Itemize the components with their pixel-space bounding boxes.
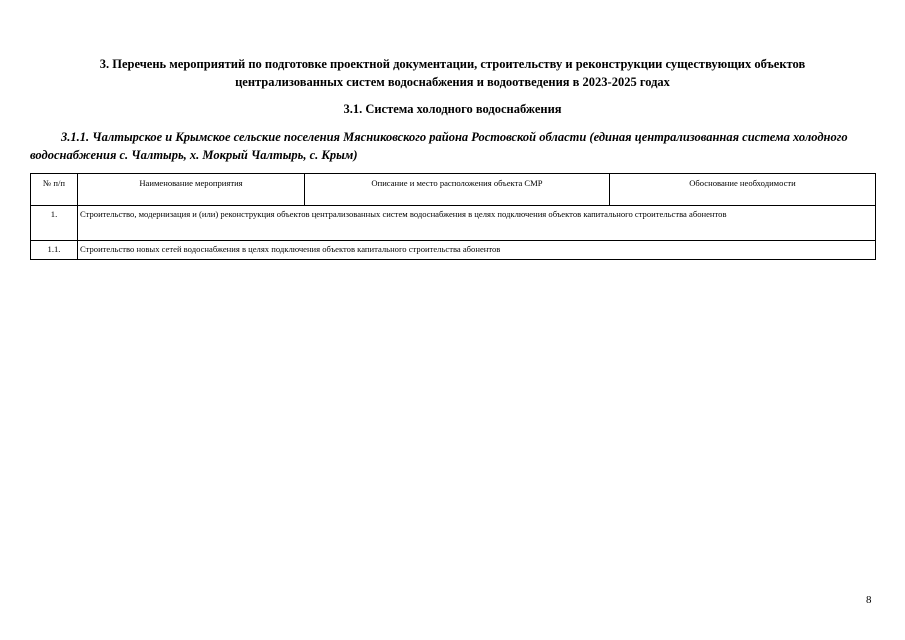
document-title-line2: централизованных систем водоснабжения и водоотведения в 2023-2025 годах (235, 75, 670, 89)
section-subheading: 3.1. Система холодного водоснабжения (343, 102, 562, 116)
row-text: Строительство, модернизация и (или) реконструкция объектов централизованных систем водоснабжения в целях подключения объектов капитального строительства абонентов (78, 206, 876, 241)
measures-table (30, 173, 876, 260)
header-measure-name: Наименование мероприятия (78, 174, 305, 206)
table-row (31, 241, 876, 260)
row-text: Строительство новых сетей водоснабжения в целях подключения объектов капитального строительства абонентов (78, 241, 876, 260)
table-row (31, 206, 876, 241)
row-number: 1.1. (31, 241, 78, 260)
table-header-row (31, 174, 876, 206)
document-title-line1: 3. Перечень мероприятий по подготовке проектной документации, строительству и реконструкции существующих объектов (99, 57, 806, 71)
header-description: Описание и место расположения объекта СМР (305, 174, 610, 206)
subsection-title: 3.1.1. Чалтырское и Крымское сельские поселения Мясниковского района Ростовской области (единая централизованная система холодного водоснабжения с. Чалтырь, х. Мокрый Чалтырь, с. Крым) (30, 130, 848, 162)
page-number: 8 (866, 594, 872, 606)
row-number: 1. (31, 206, 78, 241)
document-title (60, 55, 845, 91)
header-justification: Обоснование необходимости (610, 174, 876, 206)
header-number: № п/п (31, 174, 78, 206)
